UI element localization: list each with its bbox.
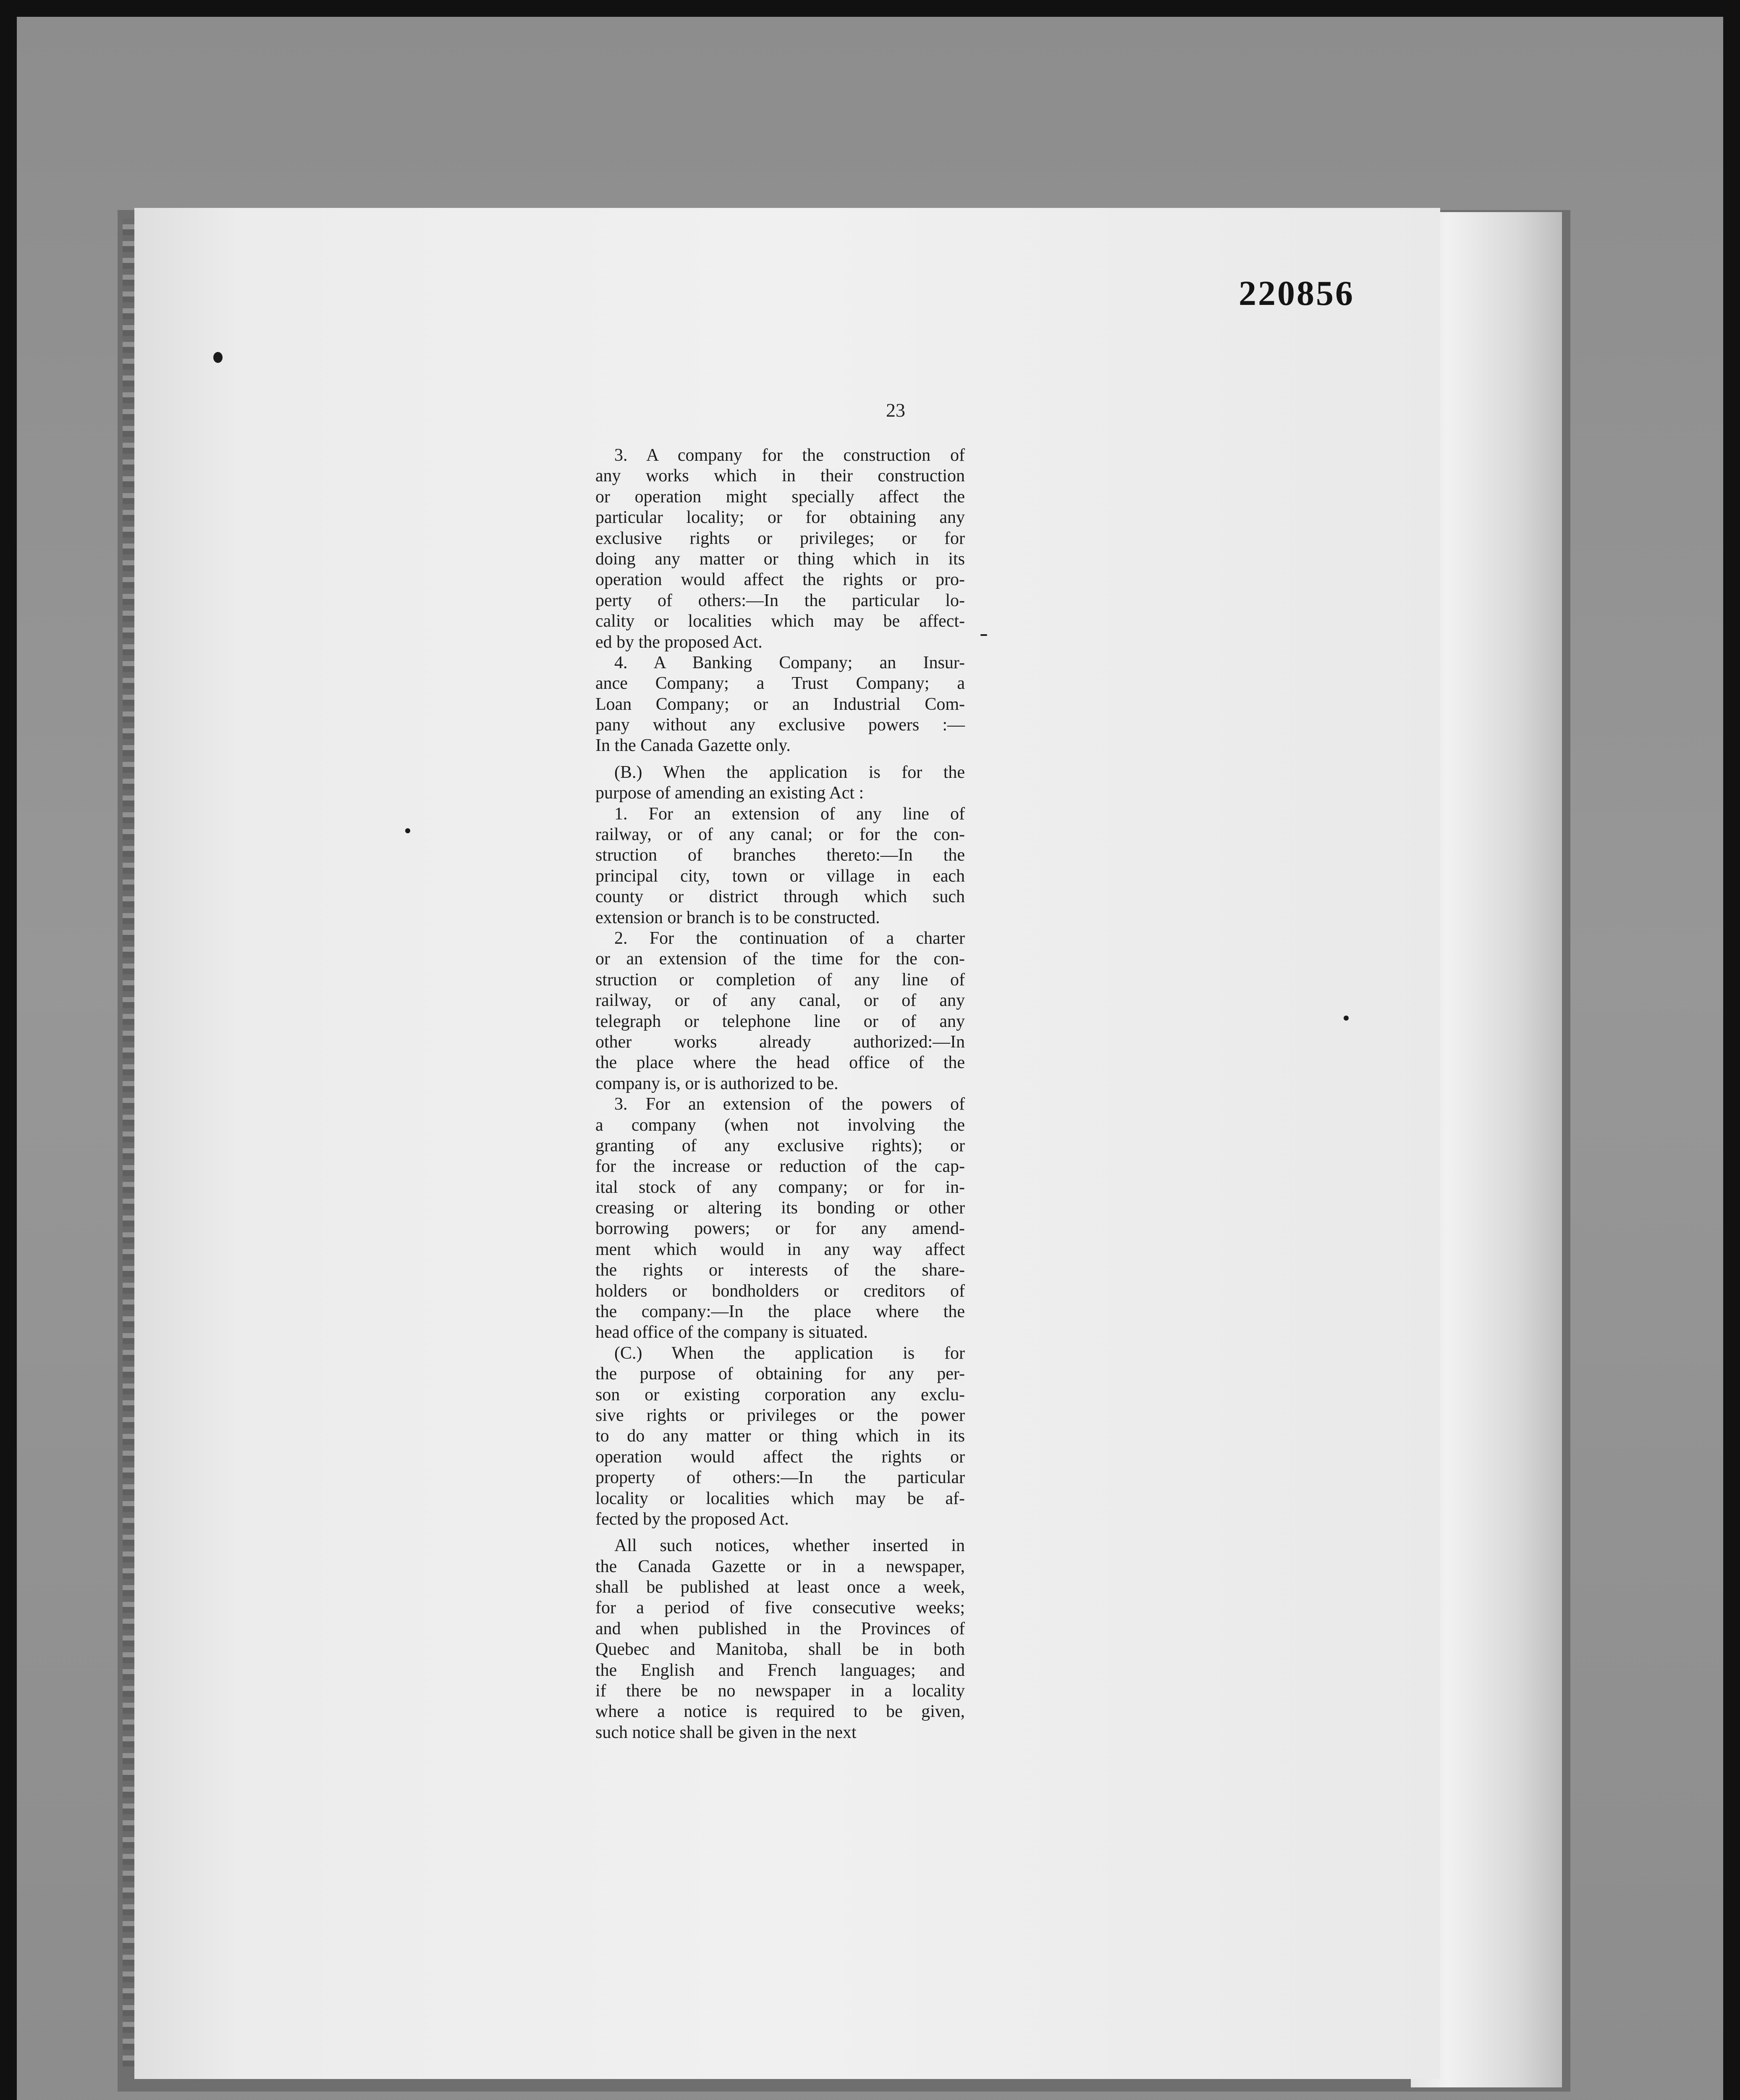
text-line: head office of the company is situated.: [595, 1323, 868, 1342]
text-line: the Canada Gazette or in a newspaper,: [595, 1557, 965, 1576]
text-line: exclusive rights or privileges; or for: [595, 528, 965, 548]
text-line: telegraph or telephone line or of any: [595, 1011, 965, 1031]
text-line: pany without any exclusive powers :—: [595, 715, 965, 735]
text-line: the place where the head office of the: [595, 1053, 965, 1073]
text-line: granting of any exclusive rights); or: [595, 1136, 965, 1155]
text-line: property of others:—In the particular: [595, 1468, 965, 1488]
text-line: for a period of five consecutive weeks;: [595, 1598, 965, 1618]
text-line: In the Canada Gazette only.: [595, 736, 791, 756]
text-line: fected by the proposed Act.: [595, 1509, 789, 1529]
text-line: sive rights or privileges or the power: [595, 1405, 965, 1425]
text-line: cality or localities which may be affect-: [595, 612, 965, 631]
text-line: a company (when not involving the: [595, 1115, 965, 1135]
text-line: doing any matter or thing which in its: [595, 549, 965, 569]
text-line: where a notice is required to be given,: [595, 1702, 965, 1722]
paragraph-gap: [595, 1530, 965, 1536]
text-line: the purpose of obtaining for any per-: [595, 1364, 965, 1384]
text-line: railway, or of any canal, or of any: [595, 991, 965, 1011]
text-line: or an extension of the time for the con-: [595, 949, 965, 969]
text-line: ital stock of any company; or for in-: [595, 1177, 965, 1197]
text-line: the rights or interests of the share-: [595, 1260, 965, 1280]
text-line: operation would affect the rights or: [595, 1447, 965, 1467]
text-line: 3. For an extension of the powers of: [614, 1095, 965, 1114]
text-line: operation would affect the rights or pro-: [595, 570, 965, 590]
page-number: 23: [886, 399, 905, 421]
text-line: particular locality; or for obtaining any: [595, 508, 965, 528]
text-line: company is, or is authorized to be.: [595, 1074, 839, 1093]
text-line: such notice shall be given in the next: [595, 1722, 857, 1742]
archive-number: 220856: [1239, 274, 1355, 313]
text-line: the English and French languages; and: [595, 1660, 965, 1680]
text-line: Quebec and Manitoba, shall be in both: [595, 1640, 965, 1659]
text-line: county or district through which such: [595, 887, 965, 907]
page-speck: [1344, 1016, 1349, 1021]
text-line: 3. A company for the construction of: [614, 446, 965, 465]
text-line: if there be no newspaper in a locality: [595, 1681, 965, 1701]
text-line: or operation might specially affect the: [595, 487, 965, 507]
text-line: principal city, town or village in each: [595, 866, 965, 886]
text-column: [595, 445, 965, 1743]
text-line: and when published in the Provinces of: [595, 1619, 965, 1638]
text-line: son or existing corporation any exclu-: [595, 1385, 965, 1404]
text-line: other works already authorized:—In: [595, 1032, 965, 1052]
text-line: 1. For an extension of any line of: [614, 804, 965, 824]
text-line: railway, or of any canal; or for the con-: [595, 825, 965, 845]
text-line: Loan Company; or an Industrial Com-: [595, 694, 965, 714]
text-line: borrowing powers; or for any amend-: [595, 1219, 965, 1239]
text-line: to do any matter or thing which in its: [595, 1426, 965, 1446]
page-speck: [405, 828, 410, 833]
text-line: for the increase or reduction of the cap-: [595, 1157, 965, 1176]
text-line: the company:—In the place where the: [595, 1302, 965, 1322]
page-speck: [213, 352, 223, 363]
text-line: struction or completion of any line of: [595, 970, 965, 990]
text-line: any works which in their construction: [595, 466, 965, 486]
text-line: extension or branch is to be constructed.: [595, 908, 880, 927]
text-line: purpose of amending an existing Act :: [595, 783, 864, 803]
text-line: perty of others:—In the particular lo-: [595, 591, 965, 610]
text-line: creasing or altering its bonding or other: [595, 1198, 965, 1218]
text-line: ance Company; a Trust Company; a: [595, 674, 965, 693]
text-line: shall be published at least once a week,: [595, 1578, 965, 1597]
text-line: locality or localities which may be af-: [595, 1488, 965, 1508]
text-line: holders or bondholders or creditors of: [595, 1281, 965, 1301]
page-speck: [980, 634, 987, 636]
text-line: 2. For the continuation of a charter: [614, 928, 965, 948]
paragraph-gap: [595, 756, 965, 762]
text-line: ment which would in any way affect: [595, 1239, 965, 1259]
text-line: ed by the proposed Act.: [595, 632, 763, 652]
text-line: (C.) When the application is for: [614, 1343, 965, 1363]
text-line: All such notices, whether inserted in: [614, 1536, 965, 1556]
text-line: struction of branches thereto:—In the: [595, 845, 965, 865]
text-line: 4. A Banking Company; an Insur-: [614, 653, 965, 672]
text-line: (B.) When the application is for the: [614, 762, 965, 782]
